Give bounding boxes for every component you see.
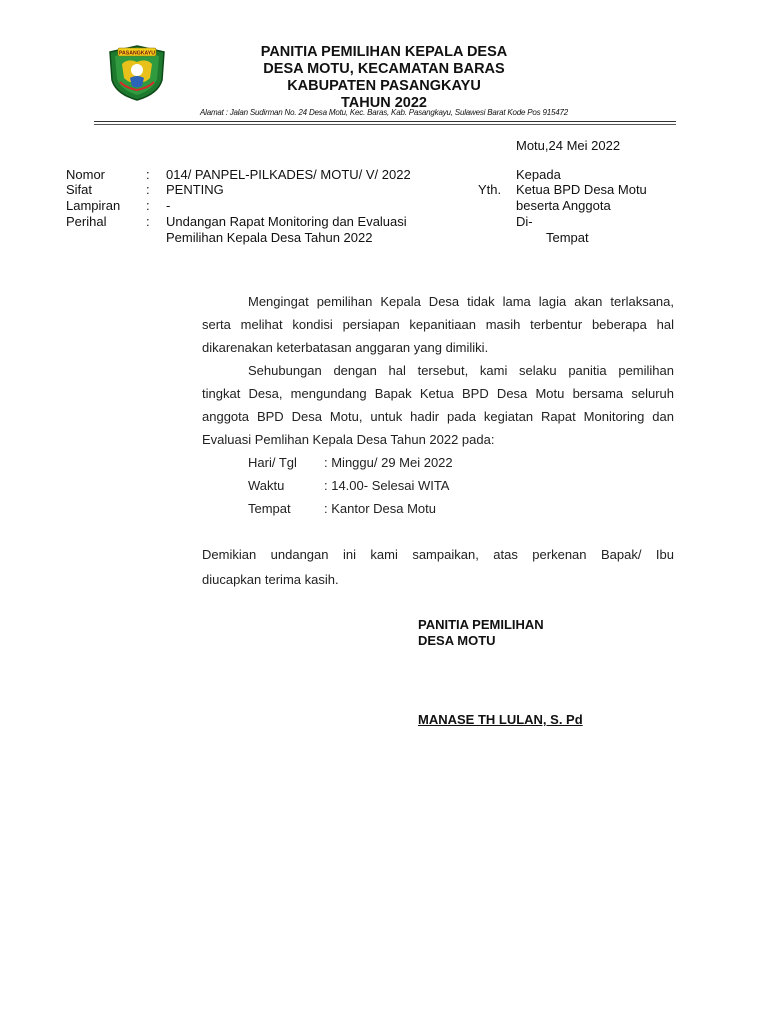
lampiran-value: -: [166, 198, 171, 213]
perihal-value-line-2: Pemilihan Kepala Desa Tahun 2022: [166, 230, 373, 245]
signature-org-line-1: PANITIA PEMILIHAN: [418, 617, 544, 632]
nomor-label: Nomor: [66, 167, 106, 182]
recipient-yth: Yth.: [478, 182, 502, 197]
recipient-kepada: Kepada: [516, 167, 561, 182]
recipient-line-1: Ketua BPD Desa Motu: [516, 182, 647, 197]
body-p2-line-4: Evaluasi Pemlihan Kepala Desa Tahun 2022 pada:: [202, 432, 495, 447]
letterhead-line-4: TAHUN 2022: [341, 95, 427, 111]
recipient-line-2: beserta Anggota: [516, 198, 611, 213]
letterhead-line-1: PANITIA PEMILIHAN KEPALA DESA: [260, 44, 508, 60]
body-p1-line-2: serta melihat kondisi persiapan kepanitiaan masih terbentur beberapa hal: [202, 317, 674, 332]
perihal-colon: :: [146, 214, 150, 229]
body-p2-line-3: anggota BPD Desa Motu, untuk hadir pada kegiatan Rapat Monitoring dan: [202, 409, 674, 424]
perihal-label: Perihal: [66, 214, 107, 229]
nomor-colon: :: [146, 167, 150, 182]
lampiran-label: Lampiran: [66, 198, 121, 213]
nomor-value: 014/ PANPEL-PILKADES/ MOTU/ V/ 2022: [166, 167, 411, 182]
schedule-hari-value: : Minggu/ 29 Mei 2022: [324, 455, 453, 470]
signature-name: MANASE TH LULAN, S. Pd: [418, 712, 583, 727]
sifat-colon: :: [146, 182, 150, 197]
recipient-di: Di-: [516, 214, 533, 229]
schedule-waktu-value: : 14.00- Selesai WITA: [324, 478, 450, 493]
body-p2-line-1: Sehubungan dengan hal tersebut, kami selaku panitia pemilihan: [248, 363, 674, 378]
body-p3-line-2: diucapkan terima kasih.: [202, 572, 339, 587]
sifat-value: PENTING: [166, 182, 224, 197]
letter-date: Motu,24 Mei 2022: [516, 138, 621, 153]
signature-org-line-2: DESA MOTU: [418, 633, 496, 648]
schedule-tempat-value: : Kantor Desa Motu: [324, 501, 436, 516]
body-p2-line-2: tingkat Desa, mengundang Bapak Ketua BPD Desa Motu bersama seluruh: [202, 386, 674, 401]
letterhead-line-2: DESA MOTU, KECAMATAN BARAS: [263, 61, 505, 77]
letterhead-divider-thin: [94, 124, 676, 125]
logo-banner-text: PASANGKAYU: [118, 50, 156, 57]
sifat-label: Sifat: [66, 182, 93, 197]
letterhead-address: Alamat : Jalan Sudirman No. 24 Desa Motu, Kec. Baras, Kab. Pasangkayu, Sulawesi Barat Kode Pos 915472: [199, 108, 569, 117]
body-p1-line-3: dikarenakan keterbatasan anggaran yang dimiliki.: [202, 340, 489, 355]
schedule-tempat-label: Tempat: [248, 501, 291, 516]
lampiran-colon: :: [146, 198, 150, 213]
letterhead-divider-thick: [94, 121, 676, 122]
body-p3-line-1: Demikian undangan ini kami sampaikan, atas perkenan Bapak/ Ibu: [202, 547, 674, 562]
schedule-waktu-label: Waktu: [248, 478, 285, 493]
recipient-tempat: Tempat: [546, 230, 589, 245]
letterhead-line-3: KABUPATEN PASANGKAYU: [287, 78, 481, 94]
body-p1-line-1: Mengingat pemilihan Kepala Desa tidak lama lagia akan terlaksana,: [248, 294, 674, 309]
schedule-hari-label: Hari/ Tgl: [248, 455, 297, 470]
perihal-value-line-1: Undangan Rapat Monitoring dan Evaluasi: [166, 214, 407, 229]
